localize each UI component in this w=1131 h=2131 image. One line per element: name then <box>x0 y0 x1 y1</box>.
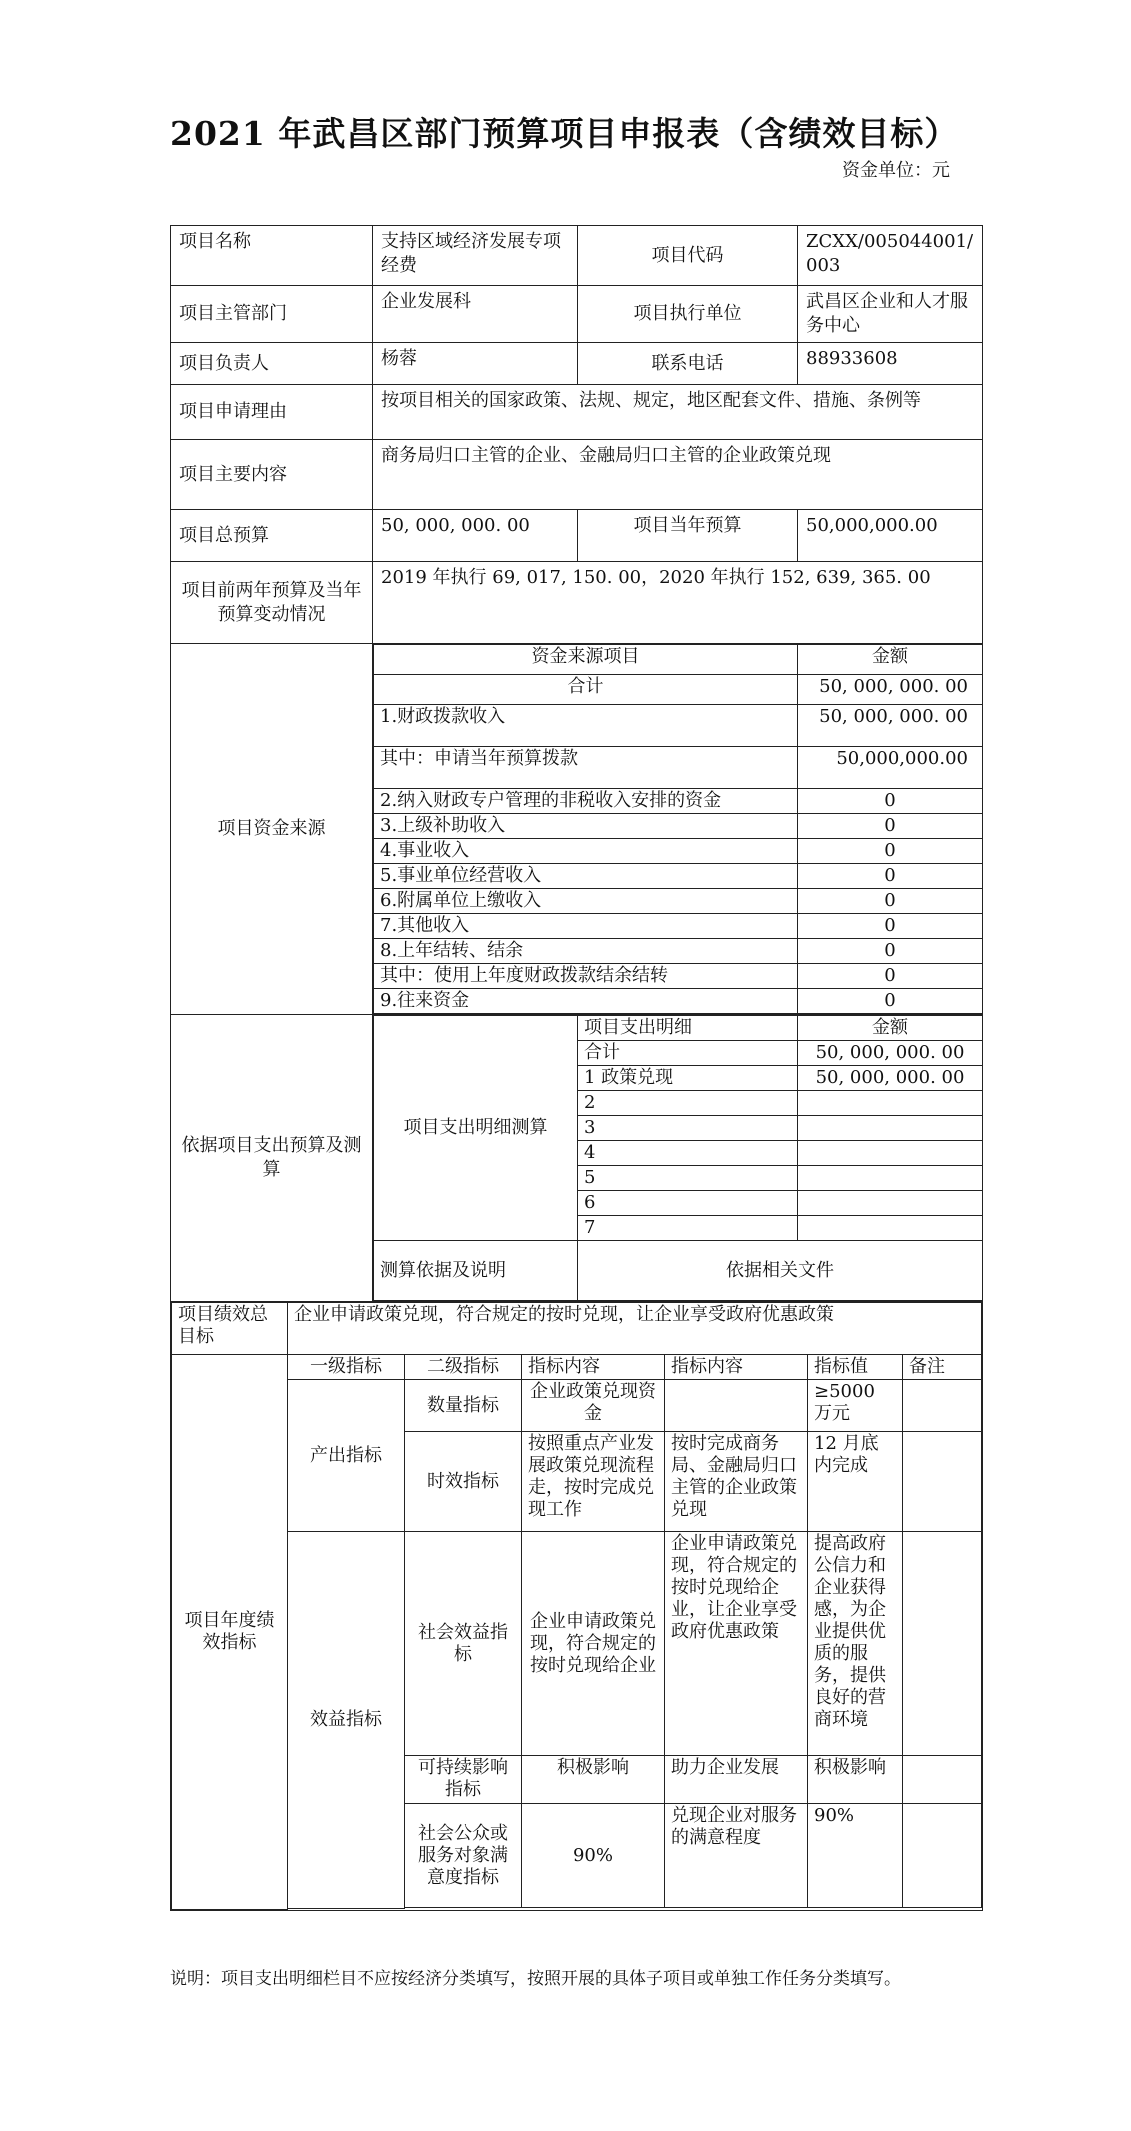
funding-amount: 0 <box>798 939 983 964</box>
funding-col-item: 资金来源项目 <box>374 645 798 675</box>
timeliness-content1: 按照重点产业发展政策兑现流程走，按时完成兑现工作 <box>522 1432 665 1532</box>
timeliness-content2: 按时完成商务局、金融局归口主管的企业政策兑现 <box>665 1432 808 1532</box>
funding-amount: 0 <box>798 964 983 989</box>
funding-col-amount: 金额 <box>798 645 983 675</box>
expense-col-item: 项目支出明细 <box>578 1016 798 1041</box>
funding-row <box>374 914 983 939</box>
expense-table <box>373 1015 983 1301</box>
satisfaction-content1: 90% <box>522 1804 665 1908</box>
funding-item: 4.事业收入 <box>374 839 798 864</box>
history-value: 2019 年执行 69, 017, 150. 00，2020 年执行 152, 639, 365. 00 <box>373 562 983 644</box>
sustain-name: 可持续影响指标 <box>405 1756 522 1804</box>
currency-unit: 资金单位：元 <box>842 160 950 181</box>
dept-value: 企业发展科 <box>373 286 578 343</box>
content-label: 项目主要内容 <box>171 440 373 510</box>
history-label: 项目前两年预算及当年预算变动情况 <box>171 562 373 644</box>
expense-item: 2 <box>578 1091 798 1116</box>
satisfaction-content2: 兑现企业对服务的满意程度 <box>665 1804 808 1908</box>
owner-value: 杨蓉 <box>373 343 578 385</box>
expense-item: 6 <box>578 1191 798 1216</box>
total-budget-value: 50, 000, 000. 00 <box>373 510 578 562</box>
expense-label: 依据项目支出预算及测算 <box>171 1015 373 1302</box>
funding-amount: 50, 000, 000. 00 <box>798 675 983 705</box>
basis-label: 测算依据及说明 <box>374 1241 578 1301</box>
funding-row <box>374 839 983 864</box>
sustain-content2: 助力企业发展 <box>665 1756 808 1804</box>
output-label: 产出指标 <box>288 1380 405 1532</box>
funding-item: 3.上级补助收入 <box>374 814 798 839</box>
funding-row <box>374 747 983 789</box>
social-content1: 企业申请政策兑现，符合规定的按时兑现给企业 <box>522 1532 665 1756</box>
funding-row <box>374 964 983 989</box>
funding-item: 9.往来资金 <box>374 989 798 1014</box>
expense-amount: 50, 000, 000. 00 <box>798 1066 983 1091</box>
expense-amount: 50, 000, 000. 00 <box>798 1041 983 1066</box>
funding-item: 1.财政拨款收入 <box>374 705 798 747</box>
satisfaction-value: 90% <box>808 1804 903 1908</box>
funding-row <box>374 789 983 814</box>
funding-row <box>374 939 983 964</box>
expense-item: 5 <box>578 1166 798 1191</box>
quantity-name: 数量指标 <box>405 1380 522 1432</box>
funding-row <box>374 989 983 1014</box>
reason-label: 项目申请理由 <box>171 385 373 440</box>
expense-amount <box>798 1091 983 1116</box>
expense-item: 1 政策兑现 <box>578 1066 798 1091</box>
quantity-content2 <box>665 1380 808 1432</box>
project-name-label: 项目名称 <box>171 226 373 286</box>
social-name: 社会效益指标 <box>405 1532 522 1756</box>
funding-amount: 0 <box>798 914 983 939</box>
page-title: 2021 年武昌区部门预算项目申报表（含绩效目标） <box>170 114 959 153</box>
expense-amount <box>798 1116 983 1141</box>
funding-item: 其中：申请当年预算拨款 <box>374 747 798 789</box>
funding-item: 合计 <box>374 675 798 705</box>
expense-amount <box>798 1141 983 1166</box>
funding-row <box>374 864 983 889</box>
funding-amount: 0 <box>798 839 983 864</box>
header-level1: 一级指标 <box>288 1355 405 1380</box>
sustain-value: 积极影响 <box>808 1756 903 1804</box>
phone-label: 联系电话 <box>578 343 798 385</box>
performance-table <box>171 1302 982 1910</box>
effect-label: 效益指标 <box>288 1532 405 1909</box>
expense-item: 4 <box>578 1141 798 1166</box>
funding-amount: 0 <box>798 889 983 914</box>
year-budget-label: 项目当年预算 <box>578 510 798 562</box>
funding-row <box>374 889 983 914</box>
funding-table <box>373 644 983 1014</box>
funding-amount: 0 <box>798 814 983 839</box>
header-remark: 备注 <box>903 1355 982 1380</box>
budget-form-table <box>170 225 983 1911</box>
quantity-value: ≥5000 万元 <box>808 1380 903 1432</box>
header-value: 指标值 <box>808 1355 903 1380</box>
timeliness-value: 12 月底内完成 <box>808 1432 903 1532</box>
header-level2: 二级指标 <box>405 1355 522 1380</box>
annual-label: 项目年度绩效指标 <box>172 1355 288 1910</box>
funding-row <box>374 814 983 839</box>
funding-amount: 50, 000, 000. 00 <box>798 705 983 747</box>
header-content1: 指标内容 <box>522 1355 665 1380</box>
header-content2: 指标内容 <box>665 1355 808 1380</box>
expense-detail-label: 项目支出明细测算 <box>374 1016 578 1241</box>
footer-note: 说明：项目支出明细栏目不应按经济分类填写，按照开展的具体子项目或单独工作任务分类填写。 <box>170 1969 901 1989</box>
exec-unit-label: 项目执行单位 <box>578 286 798 343</box>
basis-value: 依据相关文件 <box>578 1241 983 1301</box>
goal-value: 企业申请政策兑现，符合规定的按时兑现，让企业享受政府优惠政策 <box>288 1303 982 1355</box>
expense-amount <box>798 1191 983 1216</box>
owner-label: 项目负责人 <box>171 343 373 385</box>
funding-row <box>374 705 983 747</box>
total-budget-label: 项目总预算 <box>171 510 373 562</box>
funding-item: 2.纳入财政专户管理的非税收入安排的资金 <box>374 789 798 814</box>
quantity-content1: 企业政策兑现资金 <box>522 1380 665 1432</box>
expense-item: 3 <box>578 1116 798 1141</box>
expense-item: 7 <box>578 1216 798 1241</box>
funding-item: 5.事业单位经营收入 <box>374 864 798 889</box>
expense-amount <box>798 1166 983 1191</box>
expense-amount <box>798 1216 983 1241</box>
funding-amount: 0 <box>798 989 983 1014</box>
funding-item: 7.其他收入 <box>374 914 798 939</box>
funding-item: 8.上年结转、结余 <box>374 939 798 964</box>
social-value: 提高政府公信力和企业获得感，为企业提供优质的服务，提供良好的营商环境 <box>808 1532 903 1756</box>
content-value: 商务局归口主管的企业、金融局归口主管的企业政策兑现 <box>373 440 983 510</box>
social-content2: 企业申请政策兑现，符合规定的按时兑现给企业，让企业享受政府优惠政策 <box>665 1532 808 1756</box>
funding-label: 项目资金来源 <box>171 644 373 1015</box>
expense-item: 合计 <box>578 1041 798 1066</box>
expense-col-amount: 金额 <box>798 1016 983 1041</box>
year-budget-value: 50,000,000.00 <box>798 510 983 562</box>
timeliness-name: 时效指标 <box>405 1432 522 1532</box>
project-code-label: 项目代码 <box>578 226 798 286</box>
satisfaction-name: 社会公众或服务对象满意度指标 <box>405 1804 522 1908</box>
funding-item: 其中：使用上年度财政拨款结余结转 <box>374 964 798 989</box>
goal-label: 项目绩效总目标 <box>172 1303 288 1355</box>
dept-label: 项目主管部门 <box>171 286 373 343</box>
funding-row <box>374 675 983 705</box>
project-name-value: 支持区域经济发展专项经费 <box>373 226 578 286</box>
sustain-content1: 积极影响 <box>522 1756 665 1804</box>
funding-amount: 0 <box>798 789 983 814</box>
reason-value: 按项目相关的国家政策、法规、规定，地区配套文件、措施、条例等 <box>373 385 983 440</box>
funding-amount: 0 <box>798 864 983 889</box>
funding-amount: 50,000,000.00 <box>798 747 983 789</box>
exec-unit-value: 武昌区企业和人才服务中心 <box>798 286 983 343</box>
funding-item: 6.附属单位上缴收入 <box>374 889 798 914</box>
phone-value: 88933608 <box>798 343 983 385</box>
project-code-value: ZCXX/005044001/003 <box>798 226 983 286</box>
